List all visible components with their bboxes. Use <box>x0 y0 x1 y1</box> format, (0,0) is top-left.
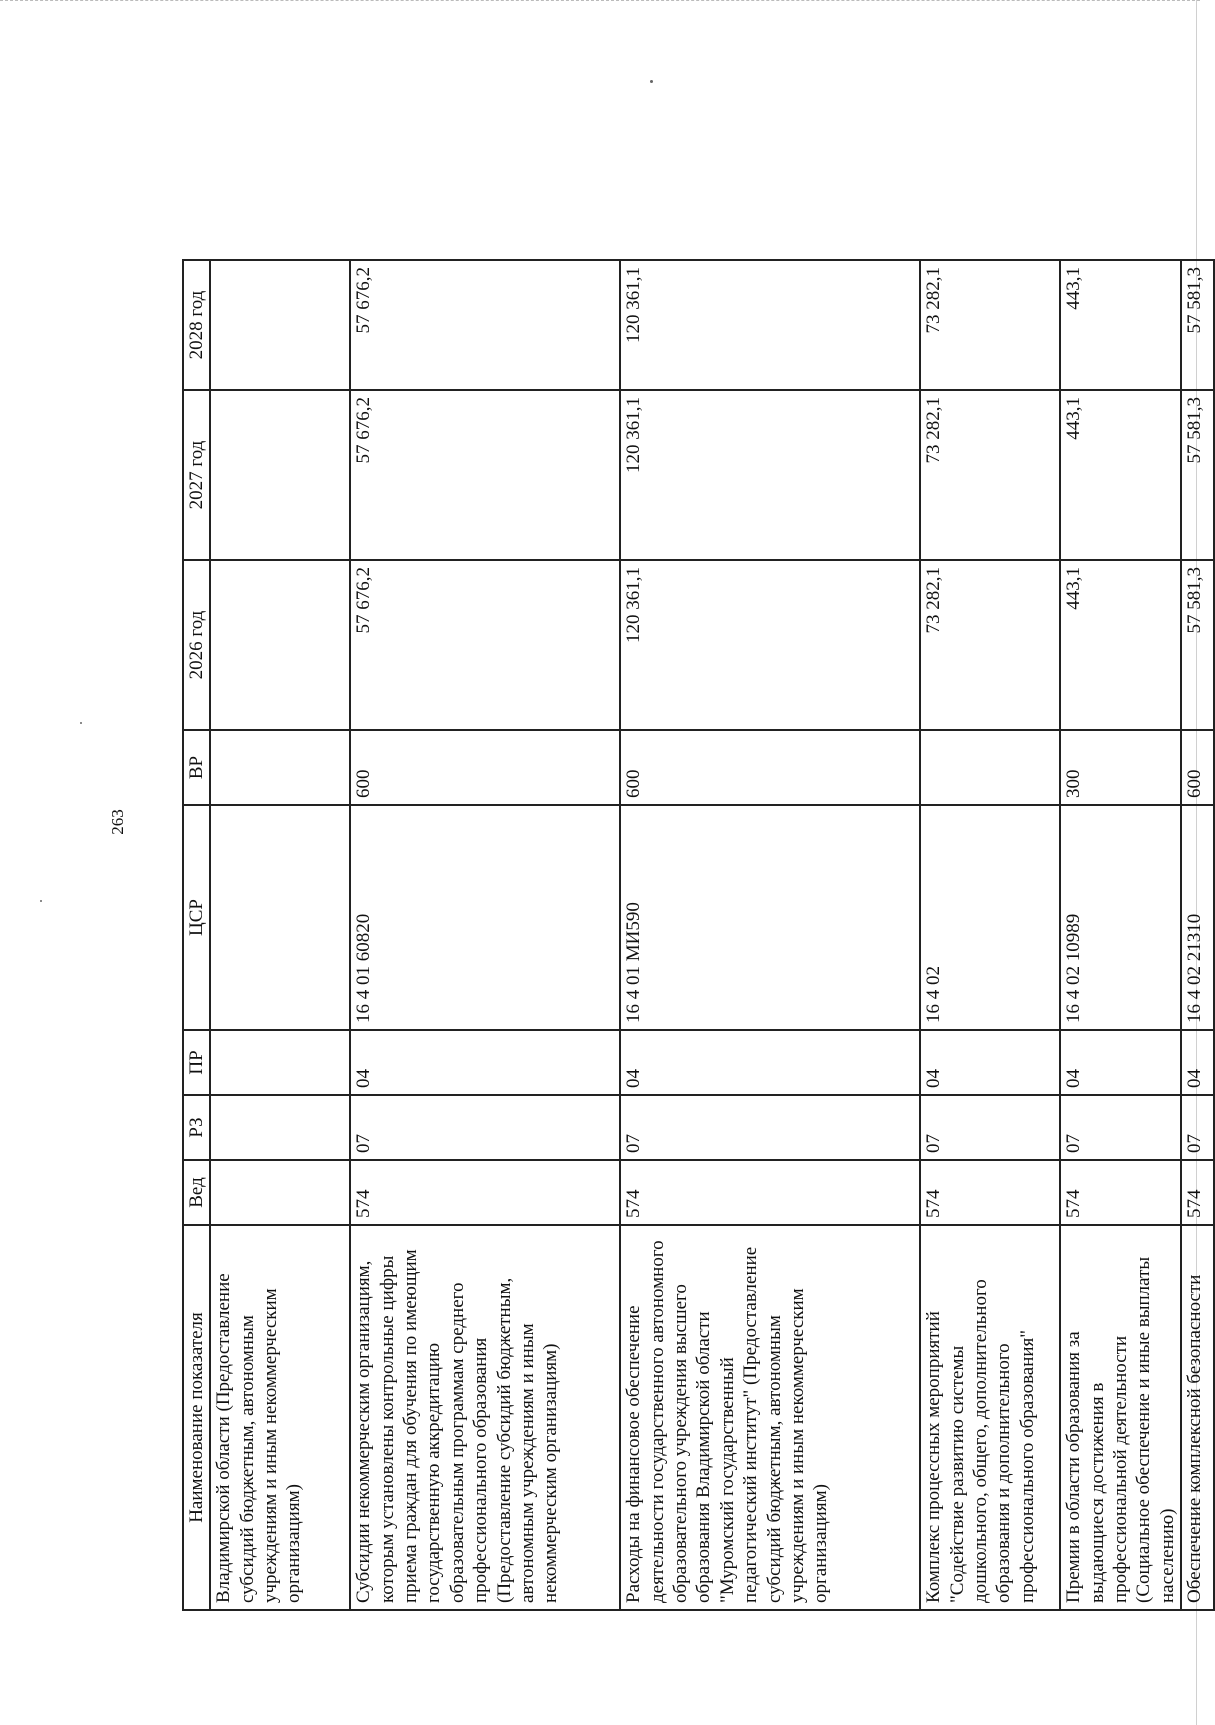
budget-table <box>182 259 1215 1611</box>
cell-2027 <box>210 390 350 560</box>
scan-speck <box>650 80 653 83</box>
cell-name: Расходы на финансовое обеспечение деятельности государственного автономного образовательного учреждения высшего образования Владимирской области "Муромский государственный педагогический институт" (Предоставление субсидий бюджетным, автономным учреждениям и иным некоммерческим организациям) <box>620 1225 920 1610</box>
cell-2026: 57 581,3 <box>1181 560 1214 730</box>
header-csr: ЦСР <box>183 805 210 1030</box>
cell-pr: 04 <box>620 1030 920 1095</box>
cell-name: Премии в области образования за выдающиеся достижения в профессиональной деятельности (Социальное обеспечение и иные выплаты населению) <box>1060 1225 1181 1610</box>
header-ved: Вед <box>183 1160 210 1225</box>
cell-vr: 600 <box>620 730 920 805</box>
cell-name: Комплекс процессных мероприятий "Содействие развитию системы дошкольного, общего, дополнительного образования и дополнительного профессионального образования" <box>920 1225 1060 1610</box>
header-2028: 2028 год <box>183 260 210 390</box>
rotated-table-wrapper <box>182 255 1206 1611</box>
cell-pr: 04 <box>350 1030 620 1095</box>
cell-ved <box>210 1160 350 1225</box>
header-2027: 2027 год <box>183 390 210 560</box>
cell-2028: 57 581,3 <box>1181 260 1214 390</box>
cell-2027: 120 361,1 <box>620 390 920 560</box>
cell-2028 <box>210 260 350 390</box>
cell-rz: 07 <box>1060 1095 1181 1160</box>
cell-csr: 16 4 02 21310 <box>1181 805 1214 1030</box>
cell-csr <box>210 805 350 1030</box>
cell-pr: 04 <box>1181 1030 1214 1095</box>
scan-speck <box>40 900 42 902</box>
cell-vr: 300 <box>1060 730 1181 805</box>
cell-name: Владимирской области (Предоставление субсидий бюджетным, автономным учреждениям и иным некоммерческим организациям) <box>210 1225 350 1610</box>
cell-2028: 57 676,2 <box>350 260 620 390</box>
cell-name: Субсидии некоммерческим организациям, которым установлены контрольные цифры приема граждан для обучения по имеющим государственную аккредитацию образовательным программам среднего профессионального образования (Предоставление субсидий бюджетным, автономным учреждениям и иным некоммерческим организациям) <box>350 1225 620 1610</box>
cell-vr <box>210 730 350 805</box>
cell-ved: 574 <box>920 1160 1060 1225</box>
cell-rz <box>210 1095 350 1160</box>
cell-2027: 57 581,3 <box>1181 390 1214 560</box>
header-name: Наименование показателя <box>183 1225 210 1610</box>
cell-2028: 443,1 <box>1060 260 1181 390</box>
table-row <box>210 260 350 1610</box>
cell-2028: 120 361,1 <box>620 260 920 390</box>
cell-vr: 600 <box>350 730 620 805</box>
cell-rz: 07 <box>920 1095 1060 1160</box>
cell-csr: 16 4 02 <box>920 805 1060 1030</box>
cell-name: Обеспечение комплексной безопасности <box>1181 1225 1214 1610</box>
cell-pr: 04 <box>920 1030 1060 1095</box>
cell-ved: 574 <box>1060 1160 1181 1225</box>
cell-2026: 73 282,1 <box>920 560 1060 730</box>
cell-rz: 07 <box>350 1095 620 1160</box>
cell-pr <box>210 1030 350 1095</box>
scan-edge-top <box>0 0 1200 2</box>
cell-2026: 120 361,1 <box>620 560 920 730</box>
cell-2027: 73 282,1 <box>920 390 1060 560</box>
scan-speck <box>80 722 82 724</box>
cell-2028: 73 282,1 <box>920 260 1060 390</box>
cell-rz: 07 <box>620 1095 920 1160</box>
header-2026: 2026 год <box>183 560 210 730</box>
cell-2027: 57 676,2 <box>350 390 620 560</box>
cell-pr: 04 <box>1060 1030 1181 1095</box>
table-row <box>620 260 920 1610</box>
cell-csr: 16 4 02 10989 <box>1060 805 1181 1030</box>
table-row <box>350 260 620 1610</box>
cell-2027: 443,1 <box>1060 390 1181 560</box>
cell-2026: 443,1 <box>1060 560 1181 730</box>
cell-ved: 574 <box>350 1160 620 1225</box>
table-row <box>1181 260 1214 1610</box>
cell-vr: 600 <box>1181 730 1214 805</box>
header-vr: ВР <box>183 730 210 805</box>
cell-vr <box>920 730 1060 805</box>
header-rz: РЗ <box>183 1095 210 1160</box>
cell-2026 <box>210 560 350 730</box>
cell-ved: 574 <box>1181 1160 1214 1225</box>
header-pr: ПР <box>183 1030 210 1095</box>
cell-csr: 16 4 01 МИ590 <box>620 805 920 1030</box>
page-number: 263 <box>108 809 127 835</box>
table-row <box>1060 260 1181 1610</box>
cell-ved: 574 <box>620 1160 920 1225</box>
cell-csr: 16 4 01 60820 <box>350 805 620 1030</box>
table-header-row <box>183 260 210 1610</box>
cell-rz: 07 <box>1181 1095 1214 1160</box>
table-row <box>920 260 1060 1610</box>
cell-2026: 57 676,2 <box>350 560 620 730</box>
